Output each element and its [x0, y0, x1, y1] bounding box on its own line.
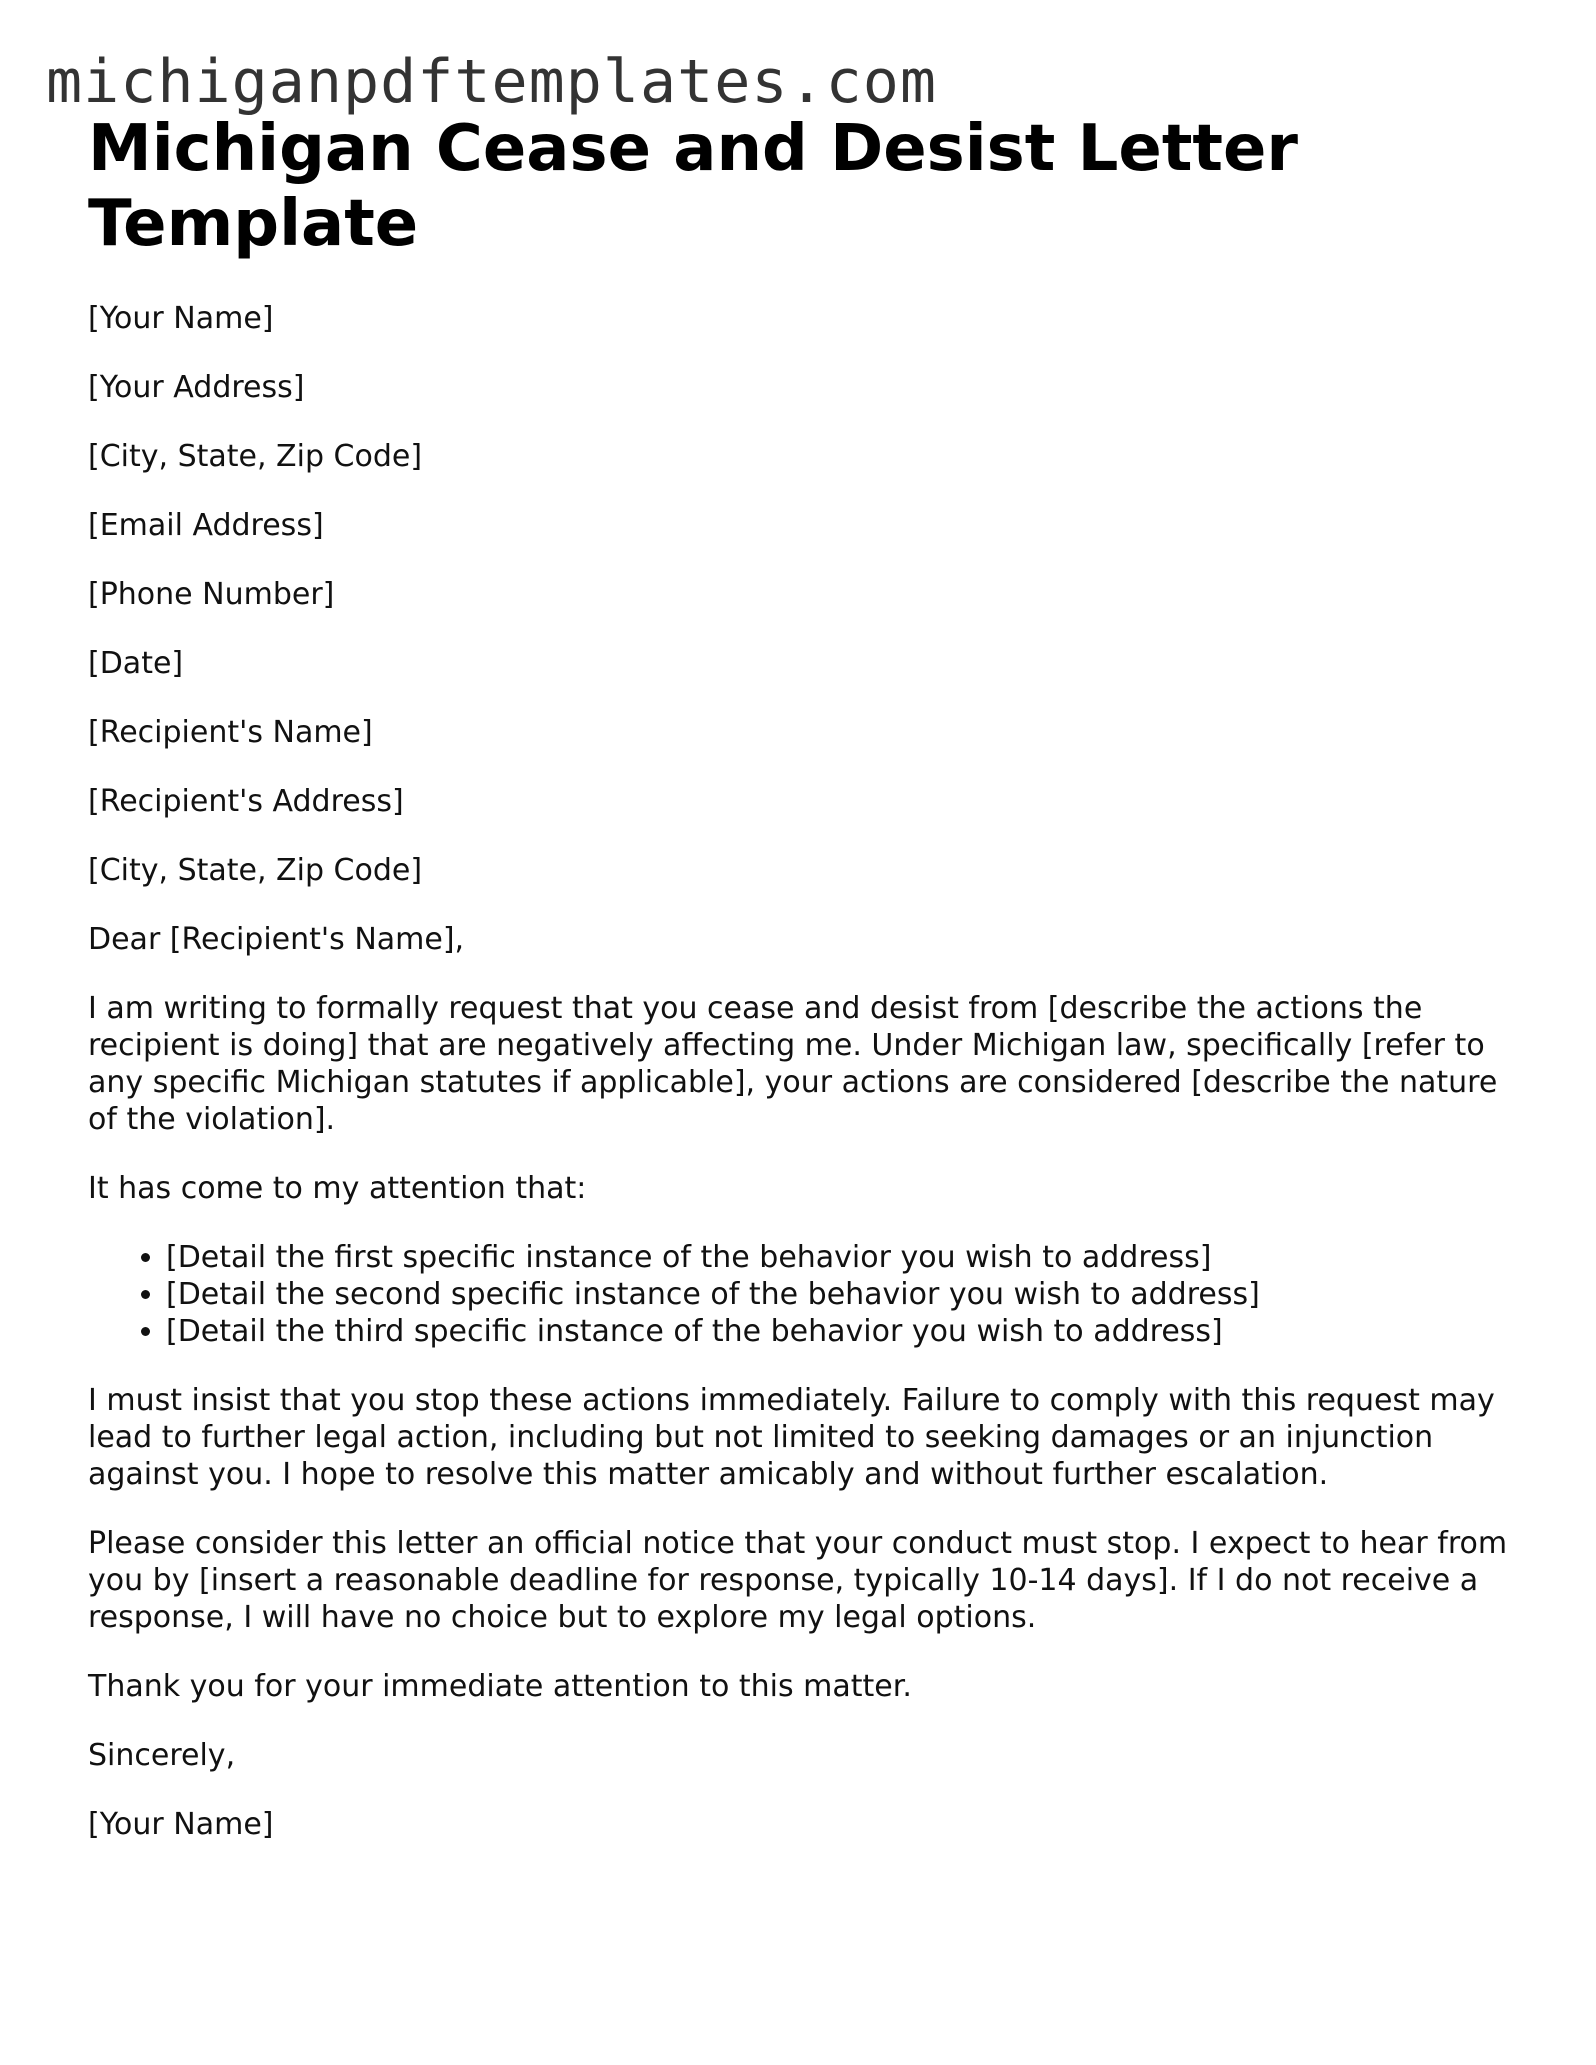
recipient-name: [Recipient's Name]: [88, 715, 373, 750]
sender-email: [Email Address]: [88, 508, 324, 543]
paragraph-cease-request: I am writing to formally request that you cease and desist from [describe the actions the recipient is doing] that are negatively affecting me. Under Michigan law, specifically [refer to any specific Michigan statutes if applicable], your actions are considered [describe the nature of the violation].: [88, 991, 1498, 1137]
sender-phone: [Phone Number]: [88, 577, 335, 612]
list-item: • [Detail the third specific instance of the behavior you wish to address]: [166, 1313, 1528, 1350]
letter-body: [88, 300, 1528, 1843]
site-watermark: michiganpdftemplates.com: [46, 47, 937, 117]
recipient-address: [Recipient's Address]: [88, 784, 404, 819]
thanks-line: Thank you for your immediate attention to this matter.: [88, 1669, 912, 1704]
document-page: [88, 112, 1528, 1875]
closing: Sincerely,: [88, 1738, 236, 1773]
instances-list: [88, 1239, 1528, 1350]
attention-intro: It has come to my attention that:: [88, 1171, 587, 1206]
salutation: Dear [Recipient's Name],: [88, 922, 465, 957]
paragraph-insist: I must insist that you stop these actions immediately. Failure to comply with this request may lead to further legal action, including but not limited to seeking damages or an injunction against you. I hope to resolve this matter amicably and without further escalation.: [88, 1383, 1495, 1492]
recipient-city-state-zip: [City, State, Zip Code]: [88, 853, 423, 888]
sender-name: [Your Name]: [88, 301, 274, 336]
sender-address: [Your Address]: [88, 370, 305, 405]
letter-date: [Date]: [88, 646, 184, 681]
list-item: • [Detail the first specific instance of the behavior you wish to address]: [166, 1239, 1528, 1276]
list-item: • [Detail the second specific instance of the behavior you wish to address]: [166, 1276, 1528, 1313]
document-title: Michigan Cease and Desist Letter Template: [88, 112, 1298, 261]
signature-name: [Your Name]: [88, 1807, 274, 1842]
sender-city-state-zip: [City, State, Zip Code]: [88, 439, 423, 474]
paragraph-official-notice: Please consider this letter an official notice that your conduct must stop. I expect to hear from you by [insert a reasonable deadline for response, typically 10-14 days]. If I do not receive a response, I will have no choice but to explore my legal options.: [88, 1526, 1508, 1635]
